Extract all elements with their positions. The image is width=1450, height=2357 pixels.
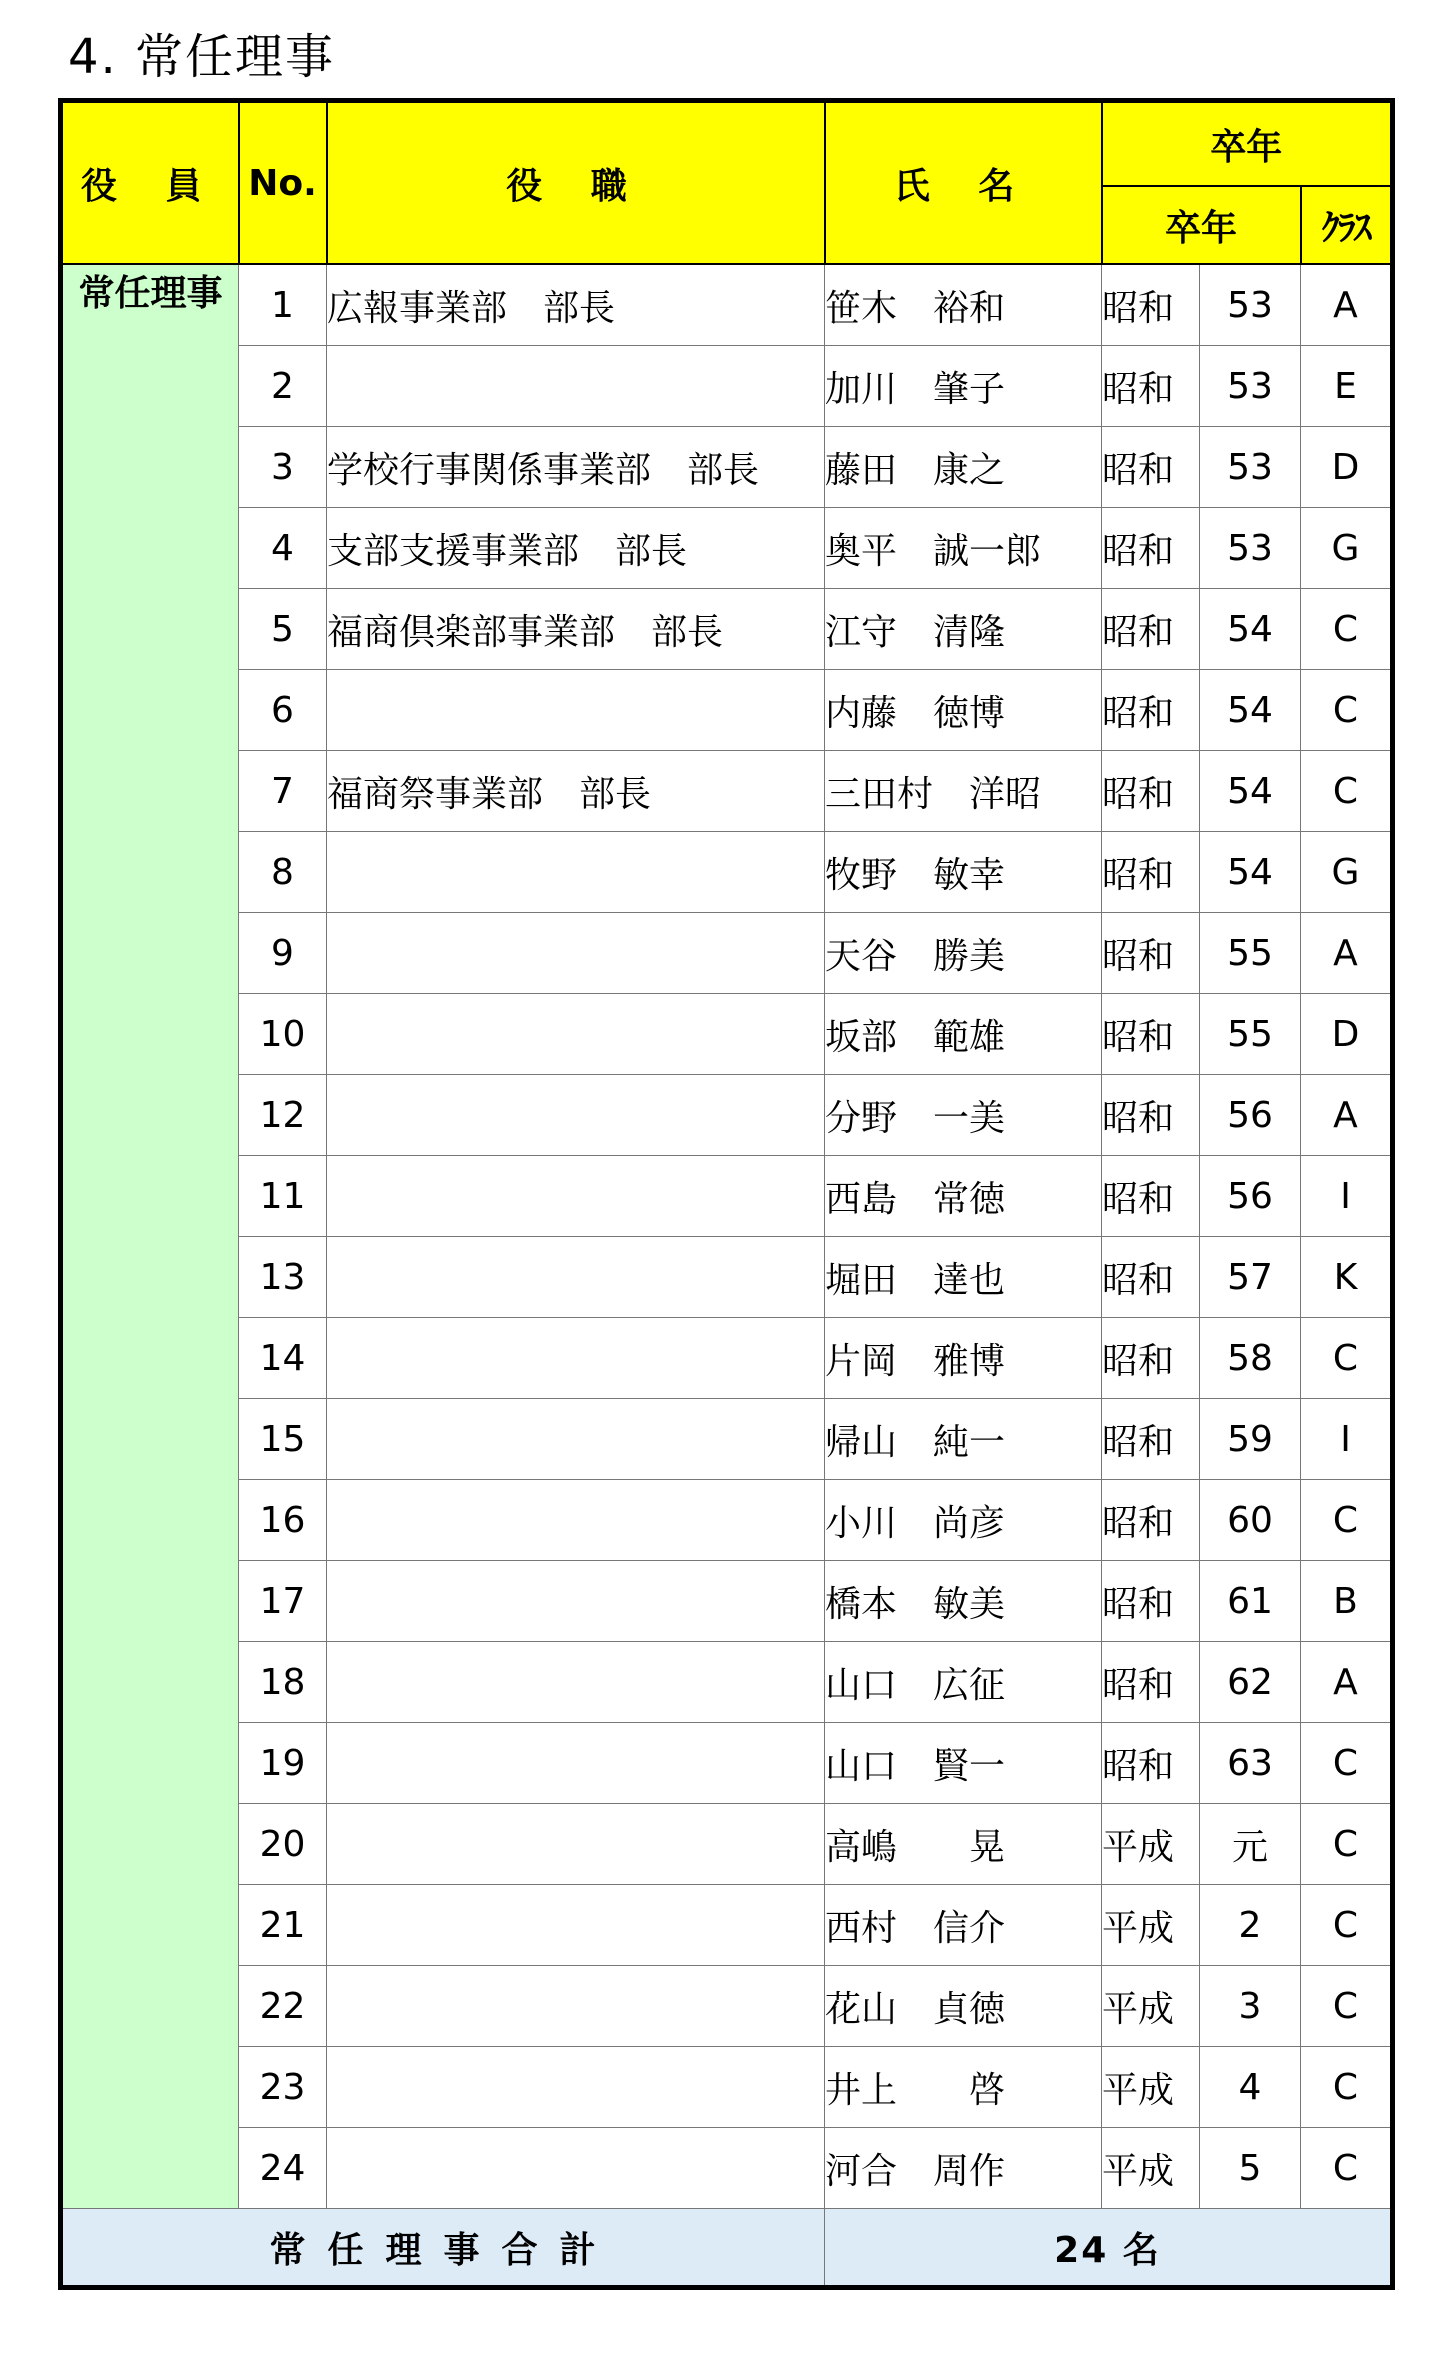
graduation-era: 平成: [1102, 1885, 1200, 1966]
member-class: K: [1301, 1237, 1393, 1318]
member-position: [327, 913, 825, 994]
member-name: 江守 清隆: [825, 589, 1102, 670]
member-name: 天谷 勝美: [825, 913, 1102, 994]
table-row: [61, 264, 1393, 346]
roster-table: [58, 98, 1395, 2290]
graduation-year: 2: [1200, 1885, 1301, 1966]
member-name: 山口 広征: [825, 1642, 1102, 1723]
table-row: [61, 1885, 1393, 1966]
table-row: [61, 1480, 1393, 1561]
graduation-era: 昭和: [1102, 1723, 1200, 1804]
role-cell: 常任理事: [61, 264, 239, 2209]
graduation-year: 54: [1200, 832, 1301, 913]
member-number: 6: [239, 670, 327, 751]
graduation-era: 昭和: [1102, 1075, 1200, 1156]
table-row: [61, 589, 1393, 670]
graduation-era: 昭和: [1102, 1399, 1200, 1480]
member-number: 10: [239, 994, 327, 1075]
graduation-era: 昭和: [1102, 346, 1200, 427]
table-row: [61, 1075, 1393, 1156]
member-position: 支部支援事業部 部長: [327, 508, 825, 589]
member-class: C: [1301, 1318, 1393, 1399]
table-row: [61, 1804, 1393, 1885]
member-position: [327, 2047, 825, 2128]
graduation-year: 58: [1200, 1318, 1301, 1399]
table-row: [61, 913, 1393, 994]
member-number: 2: [239, 346, 327, 427]
member-name: 奥平 誠一郎: [825, 508, 1102, 589]
table-row: [61, 508, 1393, 589]
graduation-era: 昭和: [1102, 264, 1200, 346]
graduation-year: 55: [1200, 913, 1301, 994]
member-position: [327, 346, 825, 427]
member-position: [327, 1642, 825, 1723]
member-number: 13: [239, 1237, 327, 1318]
member-name: 橋本 敏美: [825, 1561, 1102, 1642]
graduation-era: 昭和: [1102, 1561, 1200, 1642]
member-number: 4: [239, 508, 327, 589]
member-name: 内藤 徳博: [825, 670, 1102, 751]
member-position: [327, 1237, 825, 1318]
member-name: 帰山 純一: [825, 1399, 1102, 1480]
member-number: 1: [239, 264, 327, 346]
member-class: C: [1301, 751, 1393, 832]
member-position: [327, 1885, 825, 1966]
member-name: 坂部 範雄: [825, 994, 1102, 1075]
member-class: G: [1301, 832, 1393, 913]
graduation-year: 55: [1200, 994, 1301, 1075]
graduation-era: 平成: [1102, 1966, 1200, 2047]
table-row: [61, 1399, 1393, 1480]
graduation-era: 昭和: [1102, 1318, 1200, 1399]
table-row: [61, 832, 1393, 913]
total-label: 常任理事合計: [61, 2209, 825, 2288]
member-number: 17: [239, 1561, 327, 1642]
member-class: B: [1301, 1561, 1393, 1642]
member-position: [327, 1966, 825, 2047]
member-number: 15: [239, 1399, 327, 1480]
table-row: [61, 1318, 1393, 1399]
member-position: [327, 1480, 825, 1561]
member-position: [327, 2128, 825, 2209]
graduation-era: 平成: [1102, 2047, 1200, 2128]
header-graduation-year: 卒年: [1102, 186, 1301, 264]
member-name: 小川 尚彦: [825, 1480, 1102, 1561]
graduation-year: 62: [1200, 1642, 1301, 1723]
member-position: [327, 1399, 825, 1480]
header-graduation-group: 卒年: [1102, 101, 1393, 187]
member-class: A: [1301, 1642, 1393, 1723]
graduation-year: 56: [1200, 1075, 1301, 1156]
graduation-year: 57: [1200, 1237, 1301, 1318]
table-row: [61, 751, 1393, 832]
member-number: 24: [239, 2128, 327, 2209]
graduation-era: 平成: [1102, 2128, 1200, 2209]
table-row: [61, 1156, 1393, 1237]
member-class: G: [1301, 508, 1393, 589]
graduation-era: 昭和: [1102, 1237, 1200, 1318]
member-name: 西島 常徳: [825, 1156, 1102, 1237]
member-class: E: [1301, 346, 1393, 427]
header-no: No.: [239, 101, 327, 265]
member-number: 9: [239, 913, 327, 994]
graduation-year: 59: [1200, 1399, 1301, 1480]
graduation-era: 昭和: [1102, 832, 1200, 913]
member-position: [327, 670, 825, 751]
graduation-era: 昭和: [1102, 589, 1200, 670]
graduation-era: 昭和: [1102, 913, 1200, 994]
header-position: 役 職: [327, 101, 825, 265]
member-class: C: [1301, 589, 1393, 670]
header-class: ｸﾗｽ: [1301, 186, 1393, 264]
graduation-year: 5: [1200, 2128, 1301, 2209]
table-row: [61, 1723, 1393, 1804]
member-class: A: [1301, 1075, 1393, 1156]
member-number: 3: [239, 427, 327, 508]
graduation-era: 昭和: [1102, 994, 1200, 1075]
member-position: 福商祭事業部 部長: [327, 751, 825, 832]
member-number: 14: [239, 1318, 327, 1399]
graduation-era: 昭和: [1102, 1642, 1200, 1723]
graduation-year: 61: [1200, 1561, 1301, 1642]
total-value: 24 名: [825, 2209, 1393, 2288]
graduation-year: 54: [1200, 751, 1301, 832]
page-title: 4. 常任理事: [68, 29, 336, 85]
table-row: [61, 346, 1393, 427]
member-name: 三田村 洋昭: [825, 751, 1102, 832]
graduation-year: 4: [1200, 2047, 1301, 2128]
member-position: [327, 1561, 825, 1642]
table-row: [61, 1642, 1393, 1723]
member-class: I: [1301, 1399, 1393, 1480]
member-number: 16: [239, 1480, 327, 1561]
member-name: 花山 貞徳: [825, 1966, 1102, 2047]
graduation-era: 平成: [1102, 1804, 1200, 1885]
table-row: [61, 2128, 1393, 2209]
member-name: 笹木 裕和: [825, 264, 1102, 346]
table-row: [61, 1966, 1393, 2047]
graduation-year: 60: [1200, 1480, 1301, 1561]
member-position: [327, 1804, 825, 1885]
member-number: 7: [239, 751, 327, 832]
member-name: 藤田 康之: [825, 427, 1102, 508]
member-number: 21: [239, 1885, 327, 1966]
graduation-year: 53: [1200, 264, 1301, 346]
member-position: [327, 994, 825, 1075]
member-name: 加川 肇子: [825, 346, 1102, 427]
member-position: 広報事業部 部長: [327, 264, 825, 346]
member-number: 5: [239, 589, 327, 670]
member-class: C: [1301, 1723, 1393, 1804]
graduation-era: 昭和: [1102, 427, 1200, 508]
member-class: C: [1301, 2128, 1393, 2209]
member-name: 山口 賢一: [825, 1723, 1102, 1804]
member-class: A: [1301, 913, 1393, 994]
member-class: C: [1301, 1804, 1393, 1885]
member-name: 高嶋 晃: [825, 1804, 1102, 1885]
member-position: [327, 1723, 825, 1804]
roster-body: [61, 264, 1393, 2209]
member-name: 井上 啓: [825, 2047, 1102, 2128]
graduation-year: 53: [1200, 346, 1301, 427]
member-position: 福商倶楽部事業部 部長: [327, 589, 825, 670]
graduation-era: 昭和: [1102, 1156, 1200, 1237]
graduation-era: 昭和: [1102, 751, 1200, 832]
member-class: D: [1301, 994, 1393, 1075]
member-name: 分野 一美: [825, 1075, 1102, 1156]
graduation-year: 54: [1200, 670, 1301, 751]
table-row: [61, 2047, 1393, 2128]
member-position: [327, 1156, 825, 1237]
member-name: 西村 信介: [825, 1885, 1102, 1966]
graduation-year: 3: [1200, 1966, 1301, 2047]
member-class: A: [1301, 264, 1393, 346]
member-position: 学校行事関係事業部 部長: [327, 427, 825, 508]
member-class: D: [1301, 427, 1393, 508]
member-class: C: [1301, 670, 1393, 751]
member-name: 牧野 敏幸: [825, 832, 1102, 913]
table-row: [61, 427, 1393, 508]
graduation-year: 53: [1200, 427, 1301, 508]
member-class: C: [1301, 1885, 1393, 1966]
graduation-year: 54: [1200, 589, 1301, 670]
header-name: 氏 名: [825, 101, 1102, 265]
graduation-year: 53: [1200, 508, 1301, 589]
table-row: [61, 994, 1393, 1075]
graduation-era: 昭和: [1102, 508, 1200, 589]
member-position: [327, 1318, 825, 1399]
member-position: [327, 1075, 825, 1156]
member-name: 堀田 達也: [825, 1237, 1102, 1318]
graduation-era: 昭和: [1102, 1480, 1200, 1561]
graduation-era: 昭和: [1102, 670, 1200, 751]
member-number: 8: [239, 832, 327, 913]
table-row: [61, 1237, 1393, 1318]
member-number: 18: [239, 1642, 327, 1723]
member-class: C: [1301, 1480, 1393, 1561]
member-class: I: [1301, 1156, 1393, 1237]
graduation-year: 63: [1200, 1723, 1301, 1804]
member-number: 19: [239, 1723, 327, 1804]
member-name: 河合 周作: [825, 2128, 1102, 2209]
member-number: 22: [239, 1966, 327, 2047]
member-number: 20: [239, 1804, 327, 1885]
member-number: 23: [239, 2047, 327, 2128]
graduation-year: 56: [1200, 1156, 1301, 1237]
member-position: [327, 832, 825, 913]
table-row: [61, 670, 1393, 751]
member-number: 12: [239, 1075, 327, 1156]
member-name: 片岡 雅博: [825, 1318, 1102, 1399]
member-class: C: [1301, 1966, 1393, 2047]
header-role: 役 員: [61, 101, 239, 265]
member-number: 11: [239, 1156, 327, 1237]
member-class: C: [1301, 2047, 1393, 2128]
table-row: [61, 1561, 1393, 1642]
graduation-year: 元: [1200, 1804, 1301, 1885]
